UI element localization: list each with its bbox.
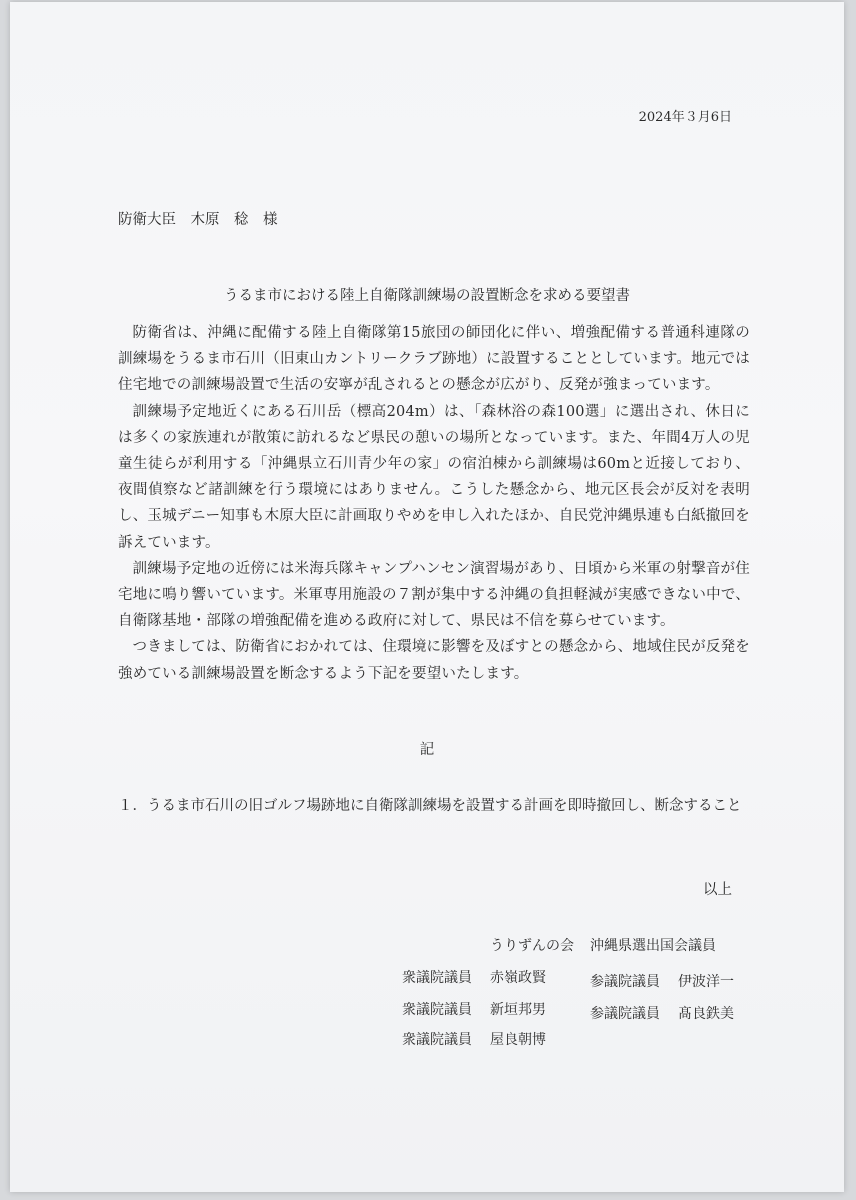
ki-heading: 記 (419, 742, 435, 758)
signatory-role: 参議院議員 (590, 1006, 660, 1022)
signatory-name: 伊波洋一 (678, 974, 734, 990)
body-paragraph: つきましては、防衛省におかれては、住環境に影響を及ぼすとの懸念から、地域住民が反発を強めている訓練場設置を断念するよう下記を要望いたします。 (118, 639, 750, 682)
closing-mark: 以上 (703, 882, 732, 898)
document-page (10, 2, 844, 1192)
signatory (402, 1029, 546, 1049)
body-paragraph: 防衛省は、沖縄に配備する陸上自衛隊第15旅団の師団化に伴い、増強配備する普通科連隊の訓練場をうるま市石川（旧東山カントリークラブ跡地）に設置することとしています。地元では住宅地での訓練場設置で生活の安寧が乱されるとの懸念が広がり、反発が強まっています。 (118, 325, 750, 394)
body-paragraph: 訓練場予定地の近傍には米海兵隊キャンプハンセン演習場があり、日頃から米軍の射撃音が住宅地に鳴り響いています。米軍専用施設の７割が集中する沖縄の負担軽減が実感できない中で、自衛隊基地・部隊の増強配備を進める政府に対して、県民は不信を募らせています。 (118, 560, 750, 630)
signatory-name: 屋良朝博 (490, 1032, 546, 1048)
signatory (590, 971, 734, 991)
group-description: 沖縄県選出国会議員 (590, 938, 716, 954)
signatory-role: 衆議院議員 (402, 1002, 472, 1018)
signatory (590, 1003, 734, 1023)
signatory-name: 新垣邦男 (490, 1002, 546, 1018)
signatory-role: 参議院議員 (590, 974, 660, 990)
signatory-role: 衆議院議員 (402, 1032, 472, 1048)
request-item: １．うるま市石川の旧ゴルフ場跡地に自衛隊訓練場を設置する計画を即時撤回し、断念すること (118, 798, 742, 814)
addressee: 防衛大臣 木原 稔 様 (118, 212, 278, 228)
document-title: うるま市における陸上自衛隊訓練場の設置断念を求める要望書 (224, 288, 630, 304)
body-paragraph: 訓練場予定地近くにある石川岳（標高204m）は、「森林浴の森100選」に選出され、休日には多くの家族連れが散策に訪れるなど県民の憩いの場所となっています。また、年間4万人の児童生徒らが利用する「沖縄県立石川青少年の家」の宿泊棟から訓練場は60mと近接しており、夜間偵察など諸訓練を行う環境にはありません。こうした懸念から、地元区長会が反対を表明し、玉城デニー知事も木原大臣に計画取りやめを申し入れたほか、自民党沖縄県連も白紙撤回を訴えています。 (118, 403, 750, 551)
signatory-name: 髙良鉄美 (678, 1006, 734, 1022)
signatory-role: 衆議院議員 (402, 970, 472, 986)
document-date: 2024年３月6日 (638, 110, 732, 125)
signatory-name: 赤嶺政賢 (490, 970, 546, 986)
signatory (402, 967, 546, 987)
group-name: うりずんの会 (490, 938, 574, 954)
document-body (118, 320, 750, 687)
signatory (402, 999, 546, 1019)
